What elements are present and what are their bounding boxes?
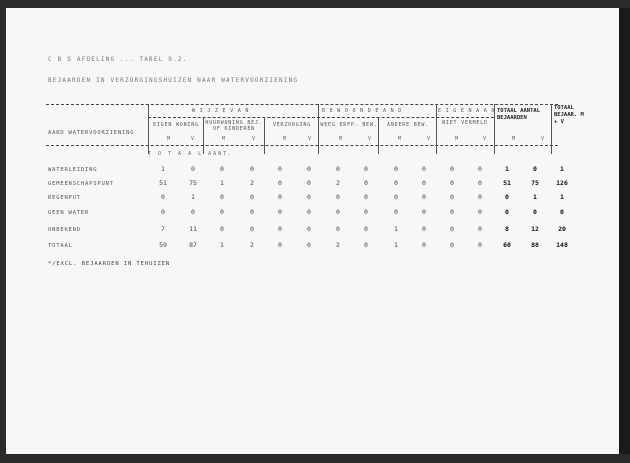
table-cell: 0 <box>336 208 340 216</box>
row-label: GEEN WATER <box>48 210 90 216</box>
table-cell: 0 <box>394 193 398 201</box>
table-cell: 2 <box>250 241 254 249</box>
table-cell: 0 <box>278 179 282 187</box>
table-cell: 0 <box>307 208 311 216</box>
table-cell: 0 <box>394 165 398 173</box>
table-cell: 88 <box>531 241 539 249</box>
row-label: TOTAAL <box>48 243 73 249</box>
col-header: WEEG ERFP. BEW. <box>320 122 378 128</box>
table-cell: 12 <box>531 225 539 233</box>
table-cell: 0 <box>250 225 254 233</box>
col-divider <box>318 104 319 154</box>
table-cell: 0 <box>220 225 224 233</box>
table-cell: 0 <box>161 208 165 216</box>
table-cell: 11 <box>189 225 197 233</box>
table-cell: 1 <box>505 165 509 173</box>
row-label: ONBEKEND <box>48 227 81 233</box>
table-cell: 0 <box>191 208 195 216</box>
col-header: HUURWONING BEJ. OF KINDEREN <box>205 120 263 132</box>
table-cell: 0 <box>478 179 482 187</box>
table-cell: 0 <box>161 193 165 201</box>
table-cell: 1 <box>220 179 224 187</box>
table-cell: 0 <box>422 225 426 233</box>
mv-label: V <box>427 136 431 142</box>
mv-label: M <box>455 136 459 142</box>
table-cell: 0 <box>533 165 537 173</box>
table-cell: 51 <box>159 179 167 187</box>
table-cell: 0 <box>364 165 368 173</box>
table-cell: 0 <box>450 165 454 173</box>
page-edge <box>619 8 630 454</box>
table-cell: 0 <box>422 165 426 173</box>
col-header: NIET VERMELD <box>442 120 488 126</box>
table-header-rule <box>46 145 558 146</box>
col-header: VERZORGING <box>272 122 312 128</box>
table-cell: 2 <box>336 179 340 187</box>
table-cell: 1 <box>161 165 165 173</box>
mv-label: V <box>483 136 487 142</box>
table-cell: 0 <box>364 225 368 233</box>
col-divider <box>148 104 149 154</box>
col-header: EIGEN WONING <box>153 122 199 128</box>
table-cell: 7 <box>161 225 165 233</box>
table-cell: 0 <box>220 193 224 201</box>
table-cell: 0 <box>364 208 368 216</box>
table-cell: 126 <box>556 179 568 187</box>
table-cell: 0 <box>307 193 311 201</box>
col-divider <box>436 104 437 154</box>
table-cell: 0 <box>450 193 454 201</box>
mv-label: V <box>252 136 256 142</box>
table-cell: 0 <box>478 208 482 216</box>
table-cell: 0 <box>220 165 224 173</box>
totals-caption: T O T A A L AANT. <box>148 151 234 157</box>
table-cell: 1 <box>560 165 564 173</box>
table-cell: 2 <box>336 241 340 249</box>
table-cell: 0 <box>250 165 254 173</box>
mv-label: M <box>167 136 171 142</box>
mv-label: M <box>398 136 402 142</box>
table-cell: 0 <box>560 208 564 216</box>
table-cell: 0 <box>478 193 482 201</box>
table-cell: 0 <box>422 208 426 216</box>
table-cell: 0 <box>422 193 426 201</box>
footnote: */EXCL. BEJAARDEN IN TEHUIZEN <box>48 261 171 267</box>
mv-label: V <box>308 136 312 142</box>
table-cell: 0 <box>250 208 254 216</box>
header-totaal: TOTAAL AANTAL BEJAARDEN <box>497 108 541 121</box>
mv-label: M <box>339 136 343 142</box>
table-top-rule <box>46 104 558 105</box>
table-cell: 75 <box>189 179 197 187</box>
mv-label: M <box>222 136 226 142</box>
group-header-eigenaar: E I G E N A A R <box>438 108 496 114</box>
col-header: ANDERE BEW. <box>387 122 429 128</box>
table-cell: 0 <box>307 241 311 249</box>
table-cell: 0 <box>250 193 254 201</box>
table-cell: 0 <box>450 179 454 187</box>
mv-label: M <box>283 136 287 142</box>
table-cell: 75 <box>531 179 539 187</box>
table-cell: 0 <box>394 179 398 187</box>
col-divider <box>264 117 265 154</box>
row-header: AARD WATERVOORZIENING <box>48 130 135 136</box>
table-cell: 0 <box>220 208 224 216</box>
table-cell: 1 <box>394 225 398 233</box>
table-cell: 0 <box>394 208 398 216</box>
table-cell: 0 <box>364 193 368 201</box>
table-cell: 0 <box>450 225 454 233</box>
group-header-bewoonde: B E W O O N D E A N D <box>322 108 403 114</box>
table-cell: 0 <box>307 165 311 173</box>
table-cell: 1 <box>191 193 195 201</box>
table-cell: 1 <box>533 193 537 201</box>
table-cell: 59 <box>159 241 167 249</box>
table-cell: 0 <box>533 208 537 216</box>
table-cell: 0 <box>278 208 282 216</box>
table-cell: 0 <box>278 193 282 201</box>
row-label: WATERLEIDING <box>48 167 98 173</box>
table-group-rule <box>148 117 494 118</box>
table-cell: 0 <box>191 165 195 173</box>
col-divider <box>551 104 552 154</box>
mv-label: V <box>541 136 545 142</box>
table-cell: 0 <box>336 225 340 233</box>
table-cell: 20 <box>558 225 566 233</box>
table-cell: 0 <box>478 241 482 249</box>
table-cell: 0 <box>422 241 426 249</box>
table-cell: 2 <box>250 179 254 187</box>
table-cell: 1 <box>220 241 224 249</box>
table-cell: 0 <box>278 165 282 173</box>
col-divider <box>203 117 204 154</box>
row-label: GEMEENSCHAPSPUNT <box>48 181 114 187</box>
table-cell: 0 <box>307 225 311 233</box>
table-cell: 0 <box>450 208 454 216</box>
table-cell: 0 <box>505 208 509 216</box>
table-cell: 0 <box>364 241 368 249</box>
header-totaal-bejaarden: TOTAAL BEJAAR. M + V <box>554 105 584 125</box>
table-cell: 60 <box>503 241 511 249</box>
table-cell: 0 <box>505 193 509 201</box>
table-cell: 0 <box>307 179 311 187</box>
table-cell: 87 <box>189 241 197 249</box>
table-cell: 0 <box>336 193 340 201</box>
table-cell: 1 <box>560 193 564 201</box>
document-subtitle: BEJAARDEN IN VERZORGINGSHUIZEN NAAR WATERVOORZIENING <box>48 77 299 84</box>
group-header-wijze: W I J Z E V A N <box>192 108 250 114</box>
mv-label: V <box>368 136 372 142</box>
mv-label: V <box>191 136 195 142</box>
table-cell: 0 <box>336 165 340 173</box>
table-cell: 0 <box>422 179 426 187</box>
table-cell: 0 <box>364 179 368 187</box>
mv-label: M <box>512 136 516 142</box>
document-title: C B S AFDELING ... TABEL 9.2. <box>48 56 188 63</box>
table-cell: 0 <box>450 241 454 249</box>
table-cell: 0 <box>478 225 482 233</box>
table-cell: 0 <box>278 241 282 249</box>
row-label: REGENPUT <box>48 195 81 201</box>
table-cell: 0 <box>478 165 482 173</box>
table-cell: 51 <box>503 179 511 187</box>
col-divider <box>378 117 379 154</box>
table-cell: 8 <box>505 225 509 233</box>
table-cell: 148 <box>556 241 568 249</box>
table-cell: 0 <box>278 225 282 233</box>
table-cell: 1 <box>394 241 398 249</box>
